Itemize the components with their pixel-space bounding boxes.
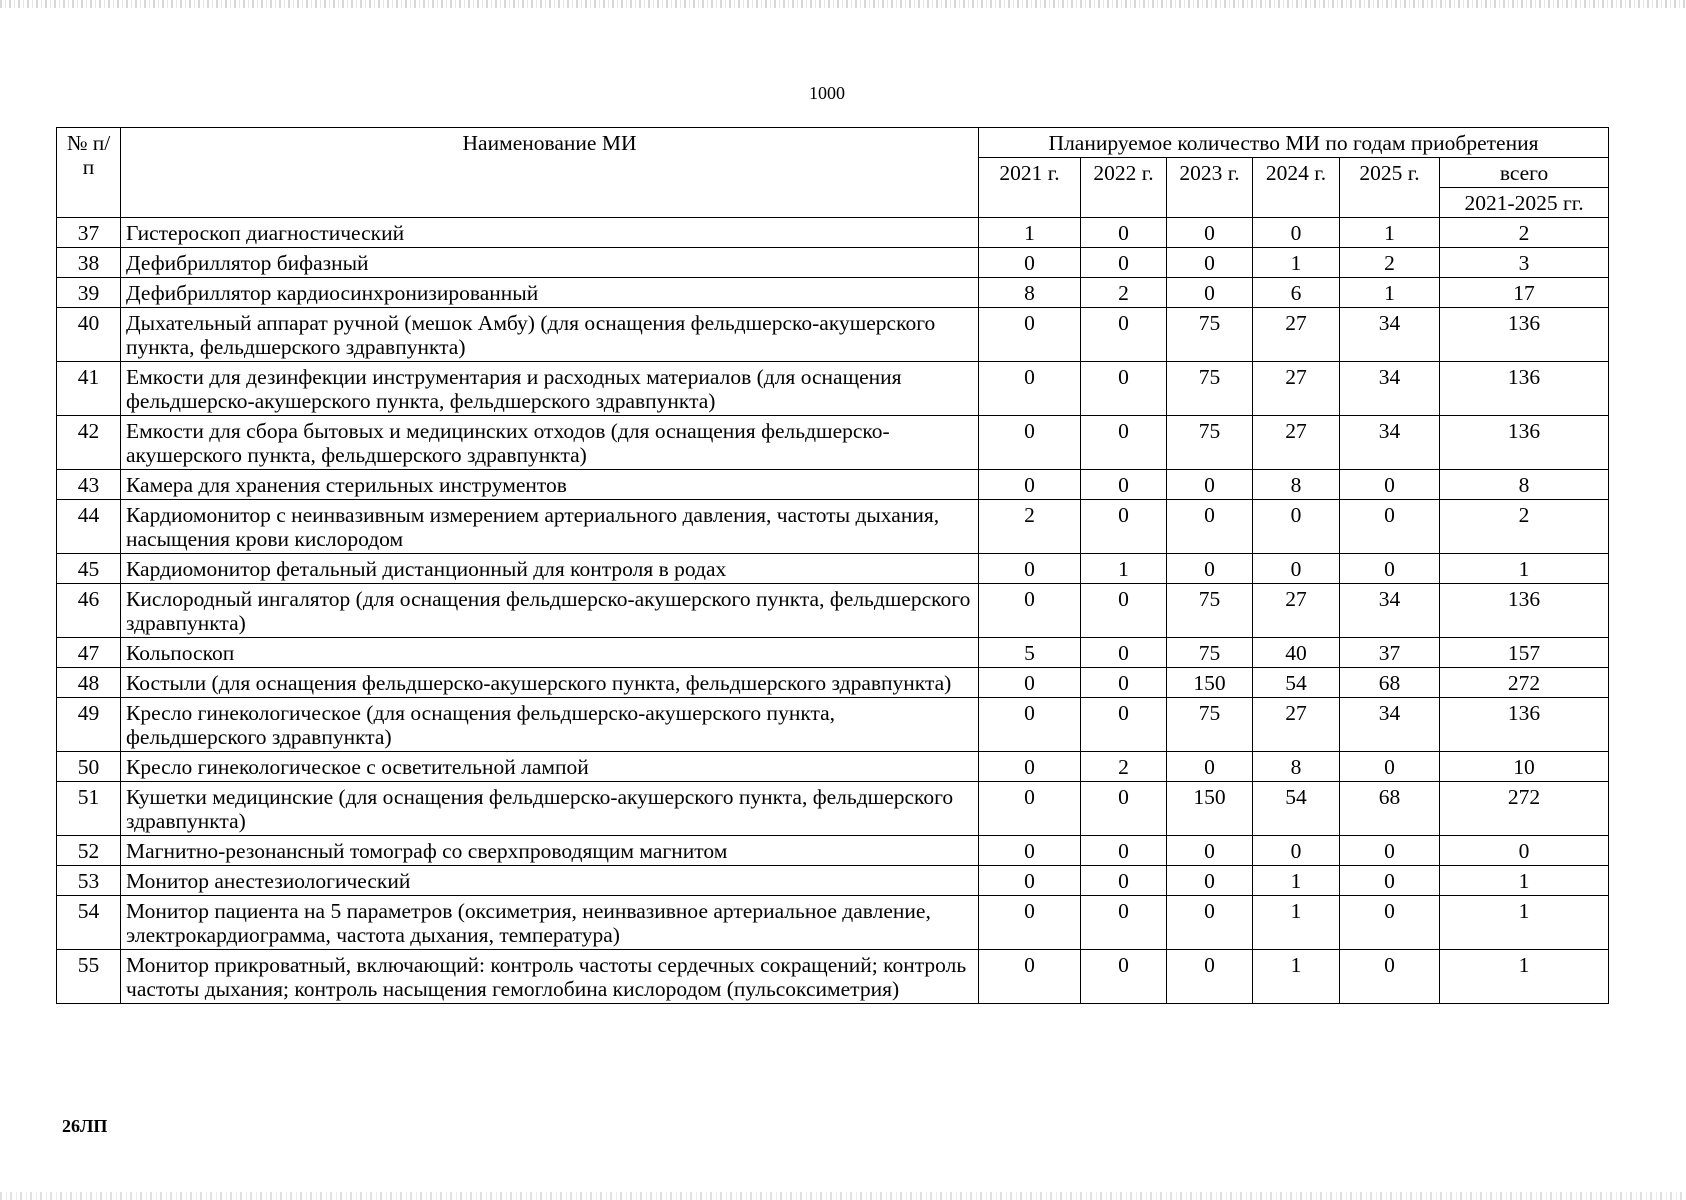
value-2024: 27 bbox=[1253, 584, 1340, 638]
value-2021: 0 bbox=[979, 416, 1081, 470]
table-row bbox=[57, 698, 1609, 752]
row-name: Монитор анестезиологический bbox=[121, 866, 979, 896]
row-name: Кресло гинекологическое с осветительной лампой bbox=[121, 752, 979, 782]
value-total: 1 bbox=[1440, 896, 1609, 950]
table-header bbox=[57, 128, 1609, 218]
value-2023: 0 bbox=[1167, 248, 1253, 278]
value-2025: 1 bbox=[1340, 218, 1440, 248]
value-total: 157 bbox=[1440, 638, 1609, 668]
header-name: Наименование МИ bbox=[121, 128, 979, 218]
table-row bbox=[57, 308, 1609, 362]
table-row bbox=[57, 416, 1609, 470]
value-2024: 27 bbox=[1253, 416, 1340, 470]
value-2021: 8 bbox=[979, 278, 1081, 308]
value-2023: 150 bbox=[1167, 782, 1253, 836]
value-total: 1 bbox=[1440, 950, 1609, 1004]
value-2022: 0 bbox=[1081, 470, 1167, 500]
value-2021: 0 bbox=[979, 308, 1081, 362]
value-total: 136 bbox=[1440, 698, 1609, 752]
value-2022: 0 bbox=[1081, 362, 1167, 416]
value-2025: 0 bbox=[1340, 866, 1440, 896]
value-2025: 34 bbox=[1340, 308, 1440, 362]
table-row bbox=[57, 668, 1609, 698]
header-year-2025: 2025 г. bbox=[1340, 158, 1440, 218]
value-2024: 27 bbox=[1253, 362, 1340, 416]
table-body bbox=[57, 218, 1609, 1004]
value-2025: 0 bbox=[1340, 554, 1440, 584]
row-number: 43 bbox=[57, 470, 121, 500]
row-number: 49 bbox=[57, 698, 121, 752]
value-2025: 0 bbox=[1340, 950, 1440, 1004]
value-2025: 68 bbox=[1340, 668, 1440, 698]
row-number: 39 bbox=[57, 278, 121, 308]
value-total: 0 bbox=[1440, 836, 1609, 866]
footer-code: 26ЛП bbox=[62, 1116, 108, 1136]
value-2022: 0 bbox=[1081, 248, 1167, 278]
value-2021: 0 bbox=[979, 698, 1081, 752]
value-2024: 1 bbox=[1253, 248, 1340, 278]
row-name: Дефибриллятор бифазный bbox=[121, 248, 979, 278]
value-2024: 54 bbox=[1253, 668, 1340, 698]
value-2021: 0 bbox=[979, 866, 1081, 896]
value-2022: 0 bbox=[1081, 836, 1167, 866]
row-name: Костыли (для оснащения фельдшерско-акушерского пункта, фельдшерского здравпункта) bbox=[121, 668, 979, 698]
row-name: Кресло гинекологическое (для оснащения фельдшерско-акушерского пункта, фельдшерского здравпункта) bbox=[121, 698, 979, 752]
value-2021: 0 bbox=[979, 950, 1081, 1004]
value-2021: 0 bbox=[979, 782, 1081, 836]
value-2025: 0 bbox=[1340, 836, 1440, 866]
value-total: 17 bbox=[1440, 278, 1609, 308]
scan-edge-bottom bbox=[0, 1192, 1686, 1200]
row-name: Дефибриллятор кардиосинхронизированный bbox=[121, 278, 979, 308]
row-number: 50 bbox=[57, 752, 121, 782]
row-name: Кушетки медицинские (для оснащения фельдшерско-акушерского пункта, фельдшерского здравпункта) bbox=[121, 782, 979, 836]
value-total: 272 bbox=[1440, 668, 1609, 698]
value-2024: 27 bbox=[1253, 308, 1340, 362]
value-2024: 8 bbox=[1253, 470, 1340, 500]
header-total: всего bbox=[1440, 158, 1609, 188]
row-name: Магнитно-резонансный томограф со сверхпроводящим магнитом bbox=[121, 836, 979, 866]
value-total: 3 bbox=[1440, 248, 1609, 278]
table-row bbox=[57, 362, 1609, 416]
value-2022: 0 bbox=[1081, 308, 1167, 362]
value-2024: 1 bbox=[1253, 896, 1340, 950]
value-2021: 0 bbox=[979, 362, 1081, 416]
value-2022: 0 bbox=[1081, 638, 1167, 668]
value-2021: 0 bbox=[979, 752, 1081, 782]
table-row bbox=[57, 278, 1609, 308]
value-2025: 34 bbox=[1340, 698, 1440, 752]
value-2023: 150 bbox=[1167, 668, 1253, 698]
value-2022: 0 bbox=[1081, 866, 1167, 896]
row-number: 52 bbox=[57, 836, 121, 866]
row-number: 48 bbox=[57, 668, 121, 698]
value-2023: 0 bbox=[1167, 470, 1253, 500]
value-2021: 0 bbox=[979, 470, 1081, 500]
value-2022: 0 bbox=[1081, 896, 1167, 950]
value-2023: 0 bbox=[1167, 752, 1253, 782]
value-2022: 0 bbox=[1081, 698, 1167, 752]
row-name: Кардиомонитор фетальный дистанционный для контроля в родах bbox=[121, 554, 979, 584]
value-2021: 0 bbox=[979, 554, 1081, 584]
value-2023: 75 bbox=[1167, 362, 1253, 416]
value-2022: 2 bbox=[1081, 752, 1167, 782]
value-total: 1 bbox=[1440, 554, 1609, 584]
value-total: 136 bbox=[1440, 362, 1609, 416]
row-number: 54 bbox=[57, 896, 121, 950]
row-number: 55 bbox=[57, 950, 121, 1004]
value-2023: 0 bbox=[1167, 866, 1253, 896]
table-row bbox=[57, 554, 1609, 584]
row-number: 41 bbox=[57, 362, 121, 416]
table-row bbox=[57, 950, 1609, 1004]
row-number: 44 bbox=[57, 500, 121, 554]
value-2024: 0 bbox=[1253, 218, 1340, 248]
value-2024: 40 bbox=[1253, 638, 1340, 668]
value-2025: 0 bbox=[1340, 470, 1440, 500]
value-total: 2 bbox=[1440, 500, 1609, 554]
value-total: 1 bbox=[1440, 866, 1609, 896]
value-2023: 0 bbox=[1167, 950, 1253, 1004]
value-2024: 27 bbox=[1253, 698, 1340, 752]
value-2025: 0 bbox=[1340, 500, 1440, 554]
value-2023: 75 bbox=[1167, 698, 1253, 752]
table-row bbox=[57, 752, 1609, 782]
row-number: 45 bbox=[57, 554, 121, 584]
value-total: 2 bbox=[1440, 218, 1609, 248]
value-2022: 0 bbox=[1081, 416, 1167, 470]
value-2024: 1 bbox=[1253, 950, 1340, 1004]
value-2025: 34 bbox=[1340, 362, 1440, 416]
value-total: 8 bbox=[1440, 470, 1609, 500]
value-2023: 0 bbox=[1167, 218, 1253, 248]
table-row bbox=[57, 896, 1609, 950]
value-2023: 0 bbox=[1167, 836, 1253, 866]
value-2023: 75 bbox=[1167, 308, 1253, 362]
value-2025: 37 bbox=[1340, 638, 1440, 668]
table-row bbox=[57, 470, 1609, 500]
value-2021: 0 bbox=[979, 896, 1081, 950]
value-2022: 2 bbox=[1081, 278, 1167, 308]
header-year-2024: 2024 г. bbox=[1253, 158, 1340, 218]
row-name: Гистероскоп диагностический bbox=[121, 218, 979, 248]
equipment-table bbox=[56, 127, 1609, 1004]
value-2024: 1 bbox=[1253, 866, 1340, 896]
value-total: 136 bbox=[1440, 308, 1609, 362]
value-2022: 0 bbox=[1081, 782, 1167, 836]
value-2022: 1 bbox=[1081, 554, 1167, 584]
value-2021: 1 bbox=[979, 218, 1081, 248]
table-row bbox=[57, 248, 1609, 278]
table-row bbox=[57, 638, 1609, 668]
row-name: Кардиомонитор с неинвазивным измерением артериального давления, частоты дыхания, насыщения крови кислородом bbox=[121, 500, 979, 554]
value-2022: 0 bbox=[1081, 668, 1167, 698]
row-name: Емкости для дезинфекции инструментария и расходных материалов (для оснащения фельдшерско-акушерского пункта, фельдшерского здравпункта) bbox=[121, 362, 979, 416]
value-2025: 34 bbox=[1340, 584, 1440, 638]
value-2025: 68 bbox=[1340, 782, 1440, 836]
value-2023: 0 bbox=[1167, 554, 1253, 584]
value-2025: 1 bbox=[1340, 278, 1440, 308]
row-name: Монитор прикроватный, включающий: контроль частоты сердечных сокращений; контроль частоты дыхания; контроль насыщения гемоглобина кислородом (пульсоксиметрия) bbox=[121, 950, 979, 1004]
value-2024: 8 bbox=[1253, 752, 1340, 782]
value-2021: 0 bbox=[979, 584, 1081, 638]
row-name: Емкости для сбора бытовых и медицинских отходов (для оснащения фельдшерско-акушерского пункта, фельдшерского здравпункта) bbox=[121, 416, 979, 470]
value-2024: 6 bbox=[1253, 278, 1340, 308]
scan-edge-top bbox=[0, 0, 1686, 8]
table-row bbox=[57, 584, 1609, 638]
value-2021: 5 bbox=[979, 638, 1081, 668]
row-name: Дыхательный аппарат ручной (мешок Амбу) (для оснащения фельдшерско-акушерского пункта, фельдшерского здравпункта) bbox=[121, 308, 979, 362]
value-2022: 0 bbox=[1081, 950, 1167, 1004]
row-name: Кольпоскоп bbox=[121, 638, 979, 668]
value-2022: 0 bbox=[1081, 584, 1167, 638]
value-2021: 0 bbox=[979, 836, 1081, 866]
value-2021: 0 bbox=[979, 668, 1081, 698]
value-2023: 0 bbox=[1167, 500, 1253, 554]
row-number: 37 bbox=[57, 218, 121, 248]
row-name: Кислородный ингалятор (для оснащения фельдшерско-акушерского пункта, фельдшерского здравпункта) bbox=[121, 584, 979, 638]
table-row bbox=[57, 782, 1609, 836]
table-row bbox=[57, 500, 1609, 554]
header-year-2022: 2022 г. bbox=[1081, 158, 1167, 218]
page-number: 1000 bbox=[809, 83, 845, 103]
row-number: 42 bbox=[57, 416, 121, 470]
table-row bbox=[57, 866, 1609, 896]
row-number: 51 bbox=[57, 782, 121, 836]
value-2023: 75 bbox=[1167, 416, 1253, 470]
value-2025: 2 bbox=[1340, 248, 1440, 278]
value-2024: 54 bbox=[1253, 782, 1340, 836]
row-name: Монитор пациента на 5 параметров (оксиметрия, неинвазивное артериальное давление, электрокардиограмма, частота дыхания, температура) bbox=[121, 896, 979, 950]
value-2023: 0 bbox=[1167, 278, 1253, 308]
header-total-range: 2021-2025 гг. bbox=[1440, 188, 1609, 218]
row-number: 40 bbox=[57, 308, 121, 362]
header-num: № п/п bbox=[57, 128, 121, 218]
value-total: 10 bbox=[1440, 752, 1609, 782]
value-2021: 0 bbox=[979, 248, 1081, 278]
value-total: 136 bbox=[1440, 584, 1609, 638]
value-2025: 34 bbox=[1340, 416, 1440, 470]
value-2024: 0 bbox=[1253, 500, 1340, 554]
header-year-2023: 2023 г. bbox=[1167, 158, 1253, 218]
value-2023: 75 bbox=[1167, 638, 1253, 668]
value-2023: 0 bbox=[1167, 896, 1253, 950]
row-name: Камера для хранения стерильных инструментов bbox=[121, 470, 979, 500]
row-number: 38 bbox=[57, 248, 121, 278]
value-2025: 0 bbox=[1340, 896, 1440, 950]
value-2025: 0 bbox=[1340, 752, 1440, 782]
value-2024: 0 bbox=[1253, 554, 1340, 584]
row-number: 46 bbox=[57, 584, 121, 638]
table-row bbox=[57, 218, 1609, 248]
row-number: 53 bbox=[57, 866, 121, 896]
table-row bbox=[57, 836, 1609, 866]
value-2021: 2 bbox=[979, 500, 1081, 554]
row-number: 47 bbox=[57, 638, 121, 668]
header-year-2021: 2021 г. bbox=[979, 158, 1081, 218]
value-2022: 0 bbox=[1081, 218, 1167, 248]
value-2024: 0 bbox=[1253, 836, 1340, 866]
value-2023: 75 bbox=[1167, 584, 1253, 638]
value-2022: 0 bbox=[1081, 500, 1167, 554]
header-group: Планируемое количество МИ по годам приобретения bbox=[979, 128, 1609, 158]
value-total: 136 bbox=[1440, 416, 1609, 470]
value-total: 272 bbox=[1440, 782, 1609, 836]
